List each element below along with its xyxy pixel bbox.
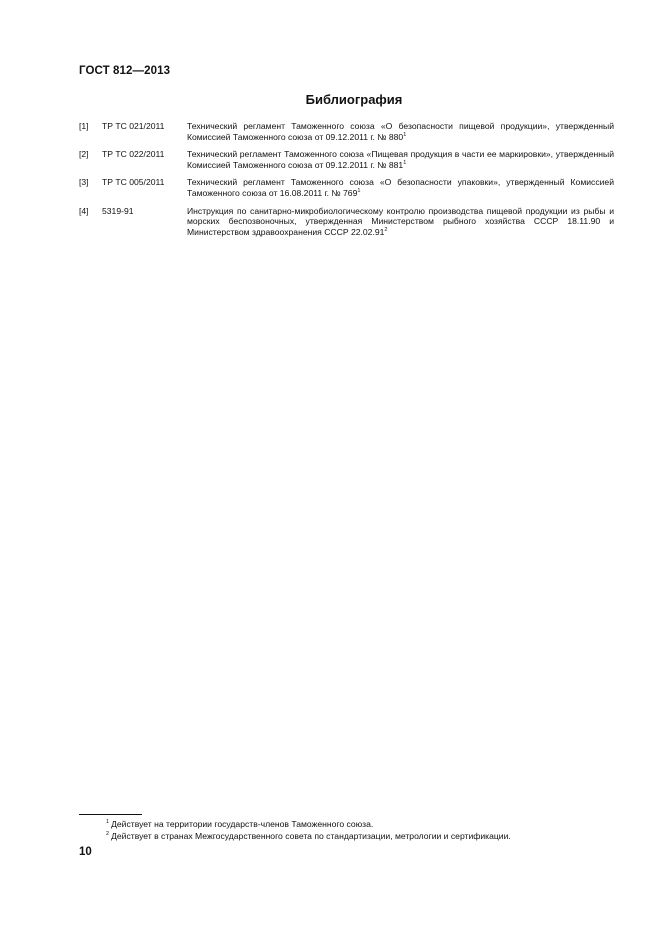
bibliography-entry-3 bbox=[79, 177, 614, 198]
footnote-divider bbox=[79, 814, 142, 815]
footnote-2 bbox=[106, 830, 626, 842]
footnotes bbox=[106, 818, 626, 842]
entry-text: Технический регламент Таможенного союза «О безопасности упаковки», утвержденный Комиссией Таможенного союза от 16.08.2011 г. № 769 bbox=[187, 177, 614, 198]
entry-code: ТР ТС 005/2011 bbox=[102, 177, 165, 188]
footnote-text: Действует на территории государств-членов Таможенного союза. bbox=[111, 819, 374, 829]
footnote-ref: 1 bbox=[357, 187, 361, 194]
entry-text-block bbox=[187, 206, 614, 238]
entry-text-block bbox=[187, 177, 614, 198]
entry-number: [1] bbox=[79, 121, 89, 131]
page-title: Библиография bbox=[305, 92, 403, 107]
entry-text: Инструкция по санитарно-микробиологическому контролю производства пищевой продукции из рыбы и морских беспозвоночных, утвержденная Министерством рыбного хозяйства СССР 18.11.90 и Министерством здравоохранения СССР 22.02.91 bbox=[187, 205, 614, 237]
footnote-ref: 2 bbox=[384, 226, 388, 233]
bibliography-entry-4 bbox=[79, 206, 614, 238]
entry-code: 5319-91 bbox=[102, 205, 134, 216]
footnote-ref: 1 bbox=[403, 159, 407, 166]
bibliography-list bbox=[79, 121, 614, 244]
entry-number: [4] bbox=[79, 205, 89, 216]
page-number: 10 bbox=[79, 846, 92, 858]
entry-text: Технический регламент Таможенного союза «О безопасности пищевой продукции», утвержденный Комиссией Таможенного союза от 09.12.2011 г. № 880 bbox=[187, 121, 614, 142]
entry-text-block bbox=[187, 149, 614, 170]
footnote-1 bbox=[106, 818, 626, 830]
entry-number: [2] bbox=[79, 149, 89, 160]
footnote-mark: 1 bbox=[106, 819, 110, 825]
footnote-ref: 1 bbox=[403, 131, 407, 138]
entry-number: [3] bbox=[79, 177, 89, 188]
footnote-mark: 2 bbox=[106, 831, 110, 837]
footnote-text: Действует в странах Межгосударственного совета по стандартизации, метрологии и сертификации. bbox=[111, 831, 511, 841]
bibliography-entry-1 bbox=[79, 121, 614, 142]
document-header: ГОСТ 812—2013 bbox=[79, 65, 171, 77]
bibliography-entry-2 bbox=[79, 149, 614, 170]
entry-text: Технический регламент Таможенного союза «Пищевая продукция в части ее маркировки», утвержденный Комиссией Таможенного союза от 09.12.2011 г. № 881 bbox=[187, 149, 614, 170]
entry-code: ТР ТС 022/2011 bbox=[102, 149, 165, 160]
entry-code: ТР ТС 021/2011 bbox=[102, 121, 165, 131]
entry-text-block bbox=[187, 121, 614, 142]
